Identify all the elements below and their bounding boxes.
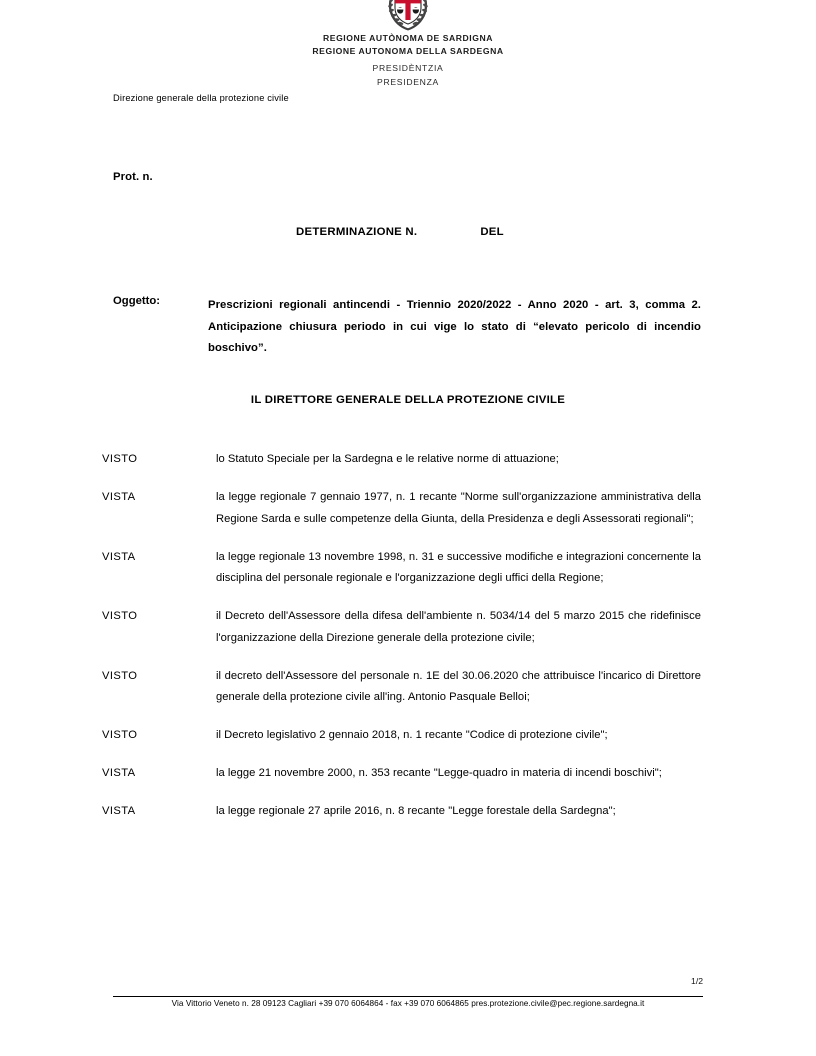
- determination-number-label: DETERMINAZIONE N.: [296, 226, 418, 238]
- clause-item: [102, 606, 702, 649]
- clause-item: [102, 666, 702, 709]
- clause-item: [102, 725, 702, 747]
- clause-term: VISTA: [102, 550, 136, 563]
- letterhead: [0, 0, 816, 89]
- clause-text: la legge 21 novembre 2000, n. 353 recante "Legge-quadro in materia di incendi boschivi";: [216, 767, 662, 779]
- determination-heading: [296, 226, 504, 238]
- footer-contact-line: Via Vittorio Veneto n. 28 09123 Cagliari +39 070 6064864 - fax +39 070 6064865 pres.protezione.civile@pec.regione.sardegna.it: [171, 999, 645, 1008]
- clause-term: VISTO: [102, 669, 138, 682]
- clause-term: VISTA: [102, 767, 136, 779]
- sardinia-four-moors-emblem: [380, 0, 436, 32]
- protocol-label: Prot. n.: [113, 171, 153, 183]
- clause-text: il decreto dell'Assessore del personale n. 1E del 30.06.2020 che attribuisce l'incarico di Direttore generale della protezione civile all'ing. Antonio Pasquale Belloi;: [216, 669, 701, 703]
- clause-item: [102, 801, 702, 823]
- letterhead-line-italian: REGIONE AUTONOMA DELLA SARDEGNA: [312, 45, 504, 56]
- clause-text: il Decreto legislativo 2 gennaio 2018, n. 1 recante "Codice di protezione civile";: [216, 729, 608, 741]
- subject-block: [113, 295, 701, 360]
- footer-divider: [113, 996, 703, 997]
- letterhead-line-sardinian: REGIONE AUTÒNOMA DE SARDIGNA: [323, 33, 493, 43]
- clause-item: [102, 449, 702, 471]
- clause-term: VISTO: [102, 453, 138, 465]
- clause-term: VISTO: [102, 610, 138, 622]
- subject-label: Oggetto:: [113, 295, 161, 307]
- clause-text: la legge regionale 7 gennaio 1977, n. 1 recante "Norme sull'organizzazione amministrativa della Regione Sarda e sulle competenze della Giunta, della Presidenza e degli Assessorati regionali";: [216, 491, 701, 525]
- subject-text: Prescrizioni regionali antincendi - Triennio 2020/2022 - Anno 2020 - art. 3, comma 2. Anticipazione chiusura periodo in cui vige lo stato di “elevato pericolo di incendio boschivo”.: [208, 299, 701, 354]
- clause-term: VISTA: [102, 491, 136, 503]
- page-title: IL DIRETTORE GENERALE DELLA PROTEZIONE CIVILE: [250, 394, 566, 406]
- clause-item: [102, 487, 702, 530]
- determination-date-label: DEL: [480, 226, 504, 238]
- clause-text: la legge regionale 13 novembre 1998, n. 31 e successive modifiche e integrazioni concernente la disciplina del personale regionale e l'organizzazione degli uffici della Regione;: [216, 550, 701, 584]
- letterhead-presidency-sardinian: PRESIDÈNTZIA: [372, 63, 444, 74]
- clause-item: [102, 763, 702, 785]
- clause-item: [102, 547, 702, 590]
- page-number: 1/2: [691, 976, 703, 986]
- clause-text: il Decreto dell'Assessore della difesa dell'ambiente n. 5034/14 del 5 marzo 2015 che ridefinisce l'organizzazione della Direzione generale della protezione civile;: [216, 610, 701, 644]
- clause-text: la legge regionale 27 aprile 2016, n. 8 recante "Legge forestale della Sardegna";: [216, 805, 616, 817]
- letterhead-presidency-italian: PRESIDENZA: [377, 77, 439, 88]
- department-line: Direzione generale della protezione civile: [113, 93, 289, 103]
- clause-term: VISTA: [102, 805, 136, 817]
- clause-text: lo Statuto Speciale per la Sardegna e le relative norme di attuazione;: [216, 453, 559, 465]
- clause-term: VISTO: [102, 729, 138, 741]
- clause-list: [102, 449, 702, 839]
